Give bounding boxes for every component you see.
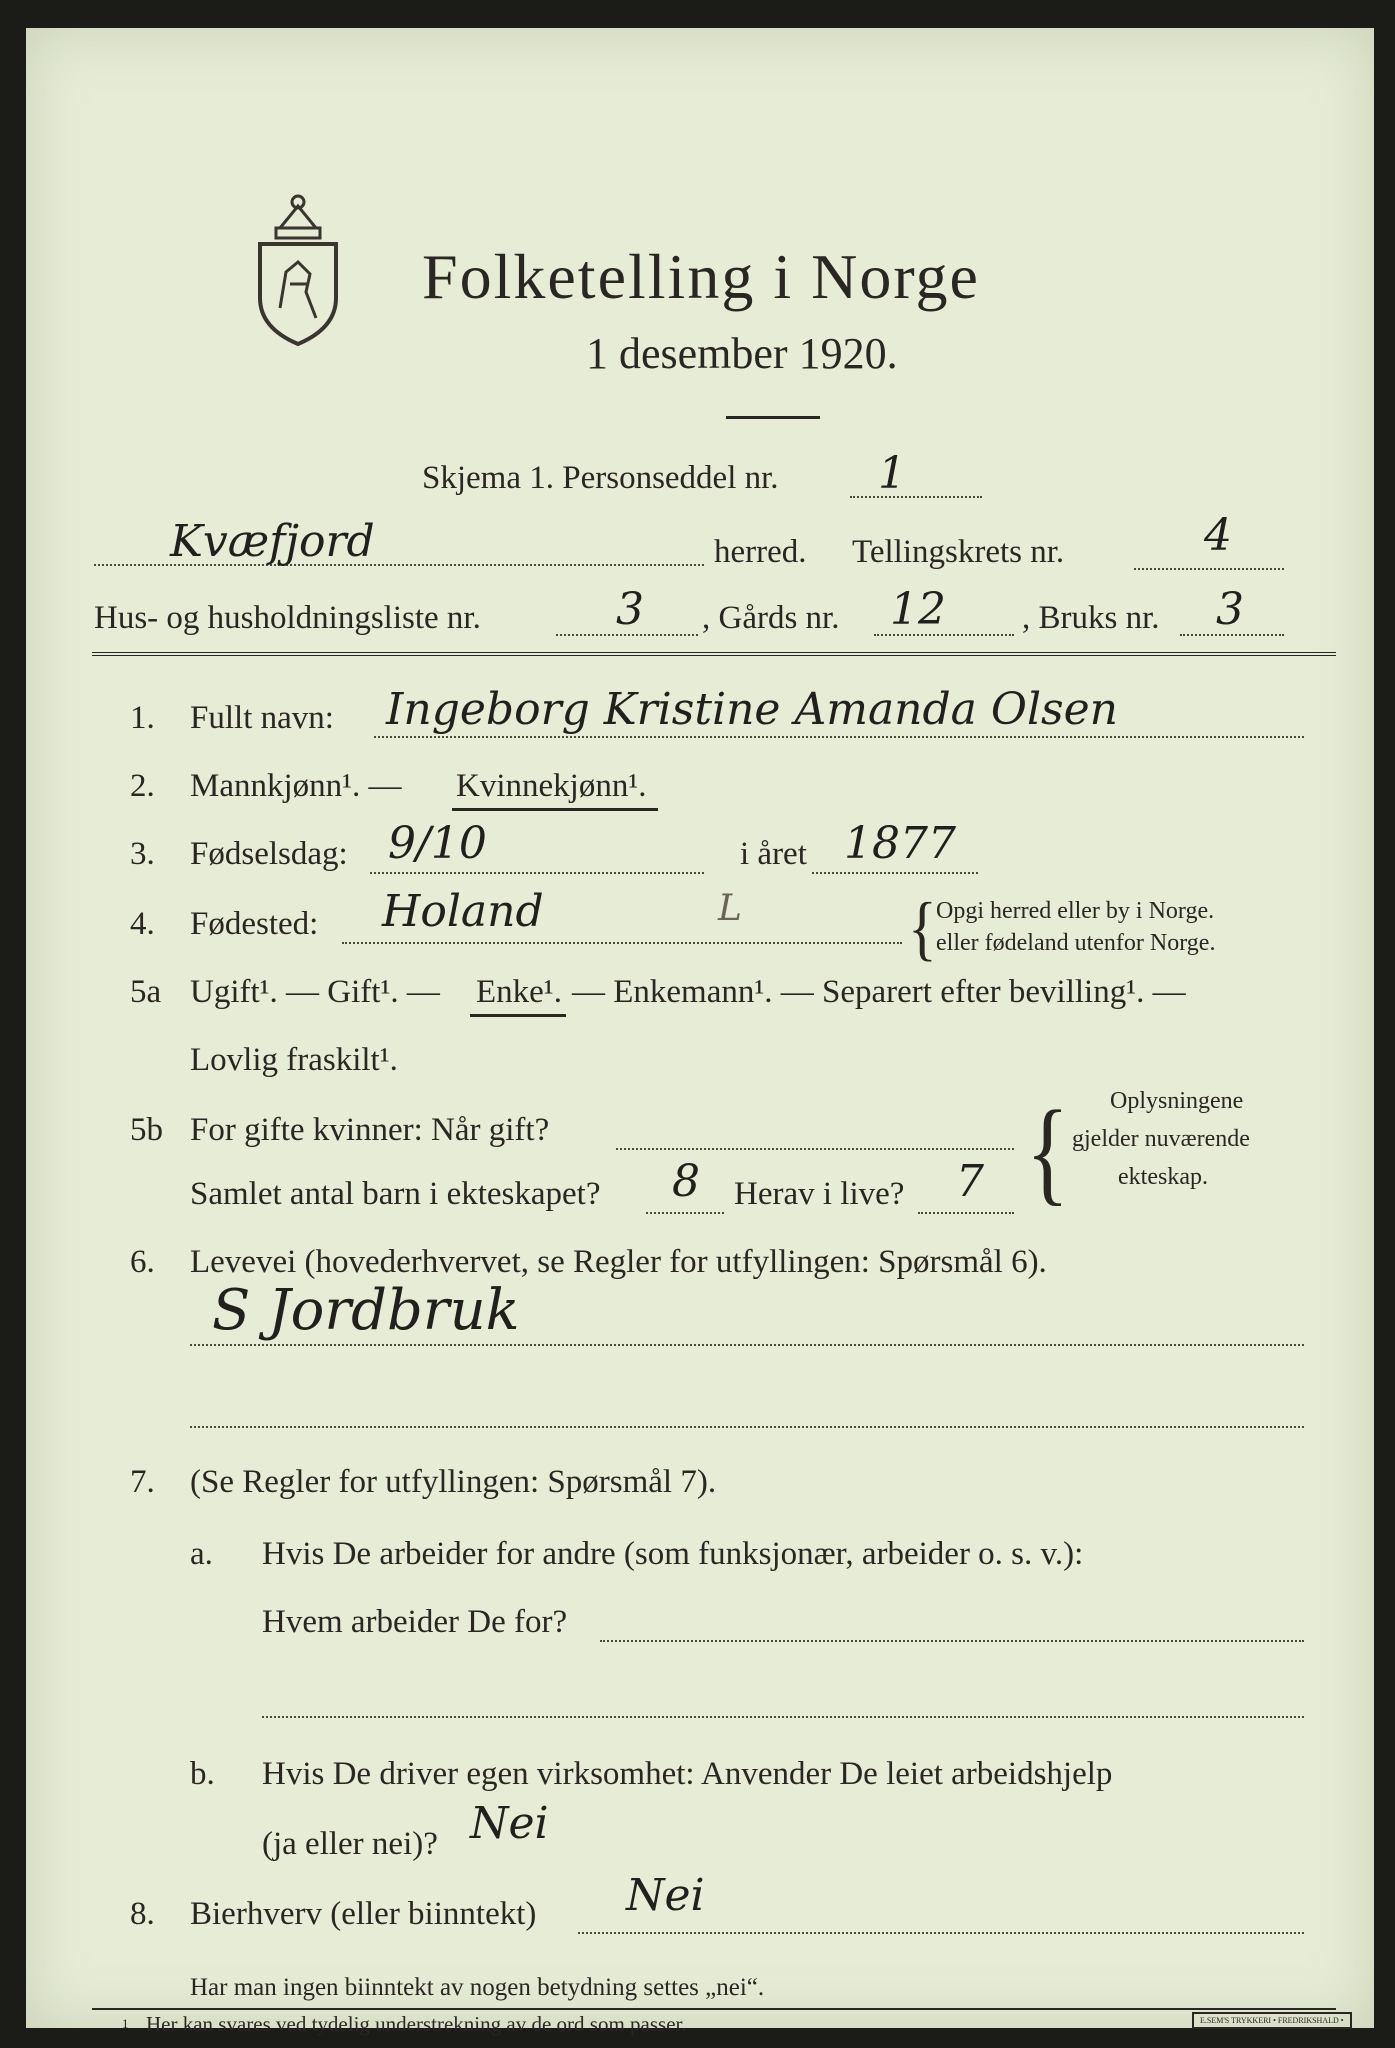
- q5a-number: 5a: [130, 974, 162, 1010]
- q7-number: 7.: [130, 1464, 155, 1500]
- q2-underline: [452, 808, 658, 811]
- q3-year-line: [812, 872, 978, 874]
- printer-stamp: E.SEM'S TRYKKERI • FREDRIKSHALD •: [1192, 2012, 1352, 2029]
- q4-number: 4.: [130, 906, 155, 942]
- q3-day-value: 9/10: [388, 818, 487, 869]
- footer-note: Har man ingen biinntekt av nogen betydning settes „nei“.: [190, 1974, 765, 2001]
- q5b-number: 5b: [130, 1112, 163, 1148]
- q7b-question: (ja eller nei)?: [262, 1826, 438, 1862]
- q5b-alive-label: Herav i live?: [734, 1176, 905, 1212]
- q7a-text: Hvis De arbeider for andre (som funksjonær, arbeider o. s. v.):: [262, 1536, 1084, 1572]
- section-divider: [92, 652, 1336, 656]
- footnote: Her kan svares ved tydelig understrekning av de ord som passer.: [146, 2012, 687, 2036]
- census-form: [26, 28, 1374, 2036]
- q5b-brace: {: [1026, 1088, 1070, 1217]
- bruks-value: 3: [1216, 584, 1244, 635]
- q5b-alive-line: [918, 1212, 1014, 1214]
- q7a-line-1: [600, 1640, 1304, 1642]
- gards-label: , Gårds nr.: [702, 600, 840, 636]
- q1-line: [374, 736, 1304, 738]
- q7a-line-2: [262, 1716, 1304, 1718]
- q7b-value: Nei: [470, 1798, 549, 1849]
- q5b-married-label: For gifte kvinner: Når gift?: [190, 1112, 550, 1148]
- bruks-label: , Bruks nr.: [1022, 600, 1160, 636]
- gards-value: 12: [890, 584, 946, 635]
- q5a-option-widow: Enke¹.: [476, 974, 562, 1010]
- q6-number: 6.: [130, 1244, 155, 1280]
- q7-label: (Se Regler for utfyllingen: Spørsmål 7).: [190, 1464, 717, 1500]
- q3-year-label: i året: [740, 836, 807, 872]
- q3-number: 3.: [130, 836, 155, 872]
- q7a-question: Hvem arbeider De for?: [262, 1604, 568, 1640]
- q7b-text: Hvis De driver egen virksomhet: Anvender De leiet arbeidshjelp: [262, 1756, 1113, 1792]
- q4-line: [342, 942, 902, 944]
- q5a-underline: [470, 1014, 566, 1017]
- q8-label: Bierhverv (eller biinntekt): [190, 1896, 537, 1932]
- q7a-letter: a.: [190, 1536, 213, 1572]
- title-divider: [726, 416, 820, 419]
- q4-note-1: Opgi herred eller by i Norge.: [936, 898, 1215, 924]
- q3-year-value: 1877: [844, 818, 956, 869]
- q4-value: Holand: [382, 886, 544, 937]
- tellingskrets-label: Tellingskrets nr.: [852, 534, 1065, 570]
- q6-value: S Jordbruk: [212, 1278, 520, 1343]
- q1-value: Ingeborg Kristine Amanda Olsen: [386, 684, 1118, 735]
- q2-option-male: Mannkjønn¹. —: [190, 768, 402, 804]
- q5b-note-2: gjelder nuværende: [1072, 1126, 1250, 1152]
- form-title: Folketelling i Norge: [422, 241, 980, 312]
- q5b-children-value: 8: [672, 1156, 700, 1207]
- q5b-note-3: ekteskap.: [1118, 1164, 1208, 1190]
- herred-value: Kvæfjord: [170, 516, 375, 567]
- tellingskrets-line: [1134, 568, 1284, 570]
- q2-option-female: Kvinnekjønn¹.: [456, 768, 647, 804]
- q5b-children-line: [646, 1212, 724, 1214]
- q4-brace: {: [908, 888, 937, 968]
- q6-line-1: [190, 1344, 1304, 1346]
- herred-label: herred.: [714, 534, 807, 570]
- schema-number-value: 1: [878, 448, 906, 499]
- q2-number: 2.: [130, 768, 155, 804]
- q8-value: Nei: [626, 1870, 705, 1921]
- q3-day-line: [370, 872, 704, 874]
- hus-label: Hus- og husholdningsliste nr.: [94, 600, 481, 636]
- q8-number: 8.: [130, 1896, 155, 1932]
- tellingskrets-value: 4: [1204, 510, 1232, 561]
- footer-divider: [92, 2008, 1336, 2010]
- q5b-married-line: [616, 1148, 1014, 1150]
- q6-line-2: [190, 1426, 1304, 1428]
- q5a-options-c: — Enkemann¹. — Separert efter bevilling¹. —: [572, 974, 1186, 1010]
- footnote-mark: 1: [122, 2016, 129, 2031]
- q4-label: Fødested:: [190, 906, 319, 942]
- q5a-options-a: Ugift¹. — Gift¹. —: [190, 974, 440, 1010]
- hus-value: 3: [616, 584, 644, 635]
- q5b-note-1: Oplysningene: [1110, 1088, 1244, 1114]
- census-date: 1 desember 1920.: [586, 329, 898, 378]
- q1-number: 1.: [130, 700, 155, 736]
- q5b-children-label: Samlet antal barn i ekteskapet?: [190, 1176, 601, 1212]
- q8-line: [578, 1932, 1304, 1934]
- q5a-option-divorced: Lovlig fraskilt¹.: [190, 1042, 398, 1078]
- q5b-alive-value: 7: [956, 1156, 984, 1207]
- coat-of-arms-icon: [250, 188, 346, 348]
- schema-label: Skjema 1. Personseddel nr.: [422, 460, 779, 496]
- q7b-letter: b.: [190, 1756, 215, 1792]
- q4-note-2: eller fødeland utenfor Norge.: [936, 930, 1216, 956]
- q3-label: Fødselsdag:: [190, 836, 348, 872]
- q4-mark: L: [718, 888, 742, 929]
- q6-label: Levevei (hovederhvervet, se Regler for utfyllingen: Spørsmål 6).: [190, 1244, 1047, 1280]
- q1-label: Fullt navn:: [190, 700, 334, 736]
- schema-number-line: [850, 496, 982, 498]
